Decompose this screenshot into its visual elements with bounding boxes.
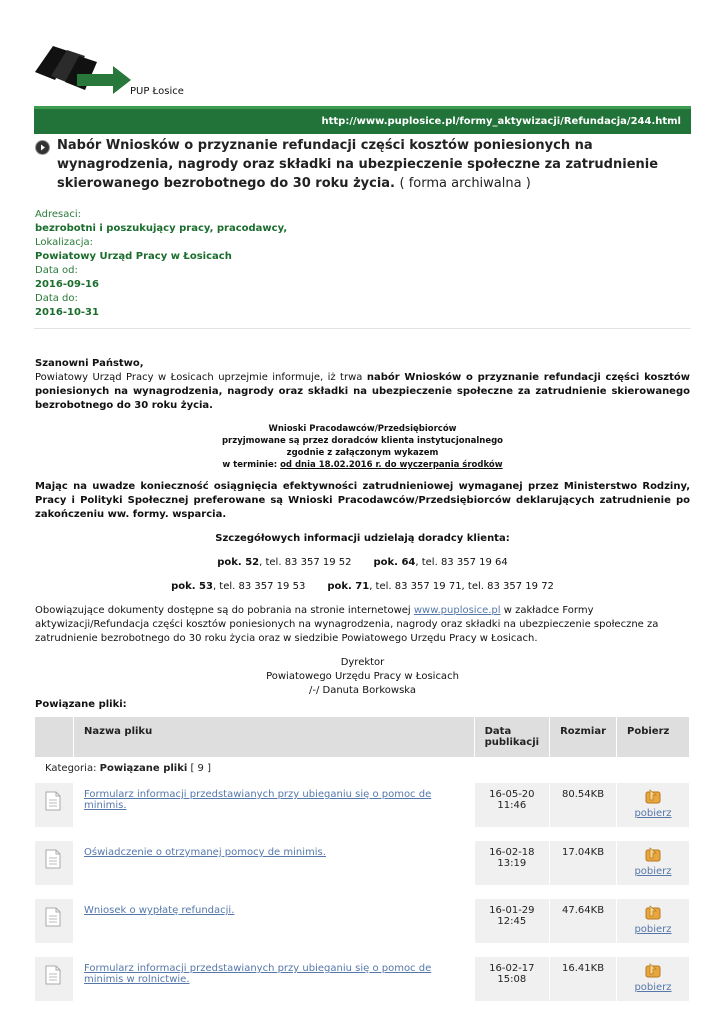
file-date-cell: [474, 841, 549, 885]
file-size: 17.04KB: [550, 841, 617, 885]
file-cell-icon: [35, 957, 74, 1001]
files-table-header: [35, 717, 690, 757]
signature-office: Powiatowego Urzędu Pracy w Łosicach: [266, 671, 459, 682]
file-name-cell: [74, 783, 475, 827]
intro-text: Powiatowy Urząd Pracy w Łosicach uprzejmie informuje, iż trwa: [35, 372, 367, 383]
category-cell: [35, 757, 690, 783]
header-date: Data publikacji: [474, 717, 549, 757]
data-od-value: 2016-09-16: [35, 279, 99, 290]
intro-paragraph: [35, 371, 690, 413]
lokalizacja-value: Powiatowy Urząd Pracy w Łosicach: [35, 251, 232, 262]
greeting: Szanowni Państwo,: [35, 358, 144, 369]
tel-71: , tel. 83 357 19 71, tel. 83 357 19 72: [369, 581, 554, 592]
pup-logo-icon: [33, 42, 133, 94]
download-link[interactable]: pobierz: [634, 924, 672, 935]
priority-paragraph: Mając na uwadze konieczność osiągnięcia efektywności zatrudnieniowej wymaganej przez Ministerstwo Rodziny, Pracy i Polityki Społecznej preferowane są Wnioski Pracodawców/Przedsiębiorców deklarujących zatrudnienie po zakończeniu ww. formy. wsparcia.: [35, 481, 690, 520]
document-icon: [45, 849, 61, 869]
file-download-cell: [617, 841, 690, 885]
room-53: pok. 53: [171, 581, 213, 592]
row-spacer-cell: [35, 885, 690, 899]
row-spacer-cell: [35, 943, 690, 957]
signature-name: /-/ Danuta Borkowska: [308, 685, 417, 696]
room-71: pok. 71: [327, 581, 370, 592]
related-files-heading: Powiązane pliki:: [35, 699, 127, 710]
download-icon[interactable]: [643, 905, 663, 921]
file-download-cell: [617, 899, 690, 943]
signature-title: Dyrektor: [340, 657, 385, 668]
notice-line-2: przyjmowane są przez doradców klienta instytucjonalnego: [221, 436, 504, 446]
url-bar: [34, 106, 691, 134]
table-row: [35, 841, 690, 885]
table-row: [35, 957, 690, 1001]
file-cell-icon: [35, 841, 74, 885]
file-size: 16.41KB: [550, 957, 617, 1001]
file-name-link[interactable]: Oświadczenie o otrzymanej pomocy de minimis.: [84, 847, 326, 858]
file-date: 16-02-18: [489, 847, 535, 858]
category-name: Powiązane pliki: [99, 763, 188, 774]
file-name-cell: [74, 957, 475, 1001]
file-name-cell: [74, 899, 475, 943]
document-icon: [45, 791, 61, 811]
category-count: [ 9 ]: [187, 763, 211, 774]
announcement-body: [35, 357, 690, 712]
notice-line-4: [35, 459, 690, 471]
file-name-cell: [74, 841, 475, 885]
download-icon[interactable]: [643, 963, 663, 979]
tel-64: , tel. 83 357 19 64: [415, 557, 508, 568]
file-date-cell: [474, 957, 549, 1001]
row-spacer-cell: [35, 827, 690, 841]
title-main: Nabór Wniosków o przyznanie refundacji części kosztów poniesionych na wynagrodzenia, nagrody oraz składki na ubezpieczenie społeczne za zatrudnienie skierowanego bezrobotnego do 30 roku życia.: [57, 138, 659, 191]
file-time: 11:46: [497, 800, 527, 811]
file-download-cell: [617, 957, 690, 1001]
tel-52: , tel. 83 357 19 52: [259, 557, 352, 568]
header-size: Rozmiar: [550, 717, 617, 757]
file-download-cell: [617, 783, 690, 827]
file-date-cell: [474, 783, 549, 827]
lokalizacja-label: Lokalizacja:: [35, 237, 93, 248]
document-icon: [45, 907, 61, 927]
row-spacer-cell: [35, 1001, 690, 1015]
header-download: Pobierz: [617, 717, 690, 757]
file-size: 47.64KB: [550, 899, 617, 943]
file-date-cell: [474, 899, 549, 943]
adresaci-label: Adresaci:: [35, 209, 82, 220]
file-date: 16-01-29: [489, 905, 535, 916]
category-label: Kategoria:: [45, 763, 100, 774]
table-row: [35, 899, 690, 943]
intro-bold-text: nabór Wniosków o przyznanie refundacji części kosztów poniesionych na wynagrodzenia, nagrody oraz składki na ubezpieczenie społeczne za zatrudnienie skierowanego bezrobotnego do 30 roku życia.: [35, 372, 691, 411]
info-line: Szczegółowych informacji udzielają doradcy klienta:: [215, 533, 510, 544]
file-date: 16-02-17: [489, 963, 535, 974]
file-name-link[interactable]: Wniosek o wypłatę refundacji.: [84, 905, 235, 916]
file-time: 15:08: [497, 974, 527, 985]
data-do-label: Data do:: [35, 293, 78, 304]
download-link[interactable]: pobierz: [634, 808, 672, 819]
category-row: [35, 757, 690, 783]
contacts-line-2: [35, 580, 690, 594]
file-time: 13:19: [497, 858, 527, 869]
file-time: 12:45: [497, 916, 527, 927]
file-cell-icon: [35, 783, 74, 827]
offer-meta: [35, 208, 287, 320]
data-do-value: 2016-10-31: [35, 307, 99, 318]
page-url[interactable]: http://www.puplosice.pl/formy_aktywizacji/Refundacja/244.html: [321, 116, 681, 127]
divider: [34, 328, 691, 329]
notice-line-3: zgodnie z załączonym wykazem: [286, 448, 439, 458]
room-52: pok. 52: [217, 557, 260, 568]
row-spacer: [35, 827, 690, 841]
header-name: Nazwa pliku: [74, 717, 475, 757]
table-row: [35, 783, 690, 827]
download-link[interactable]: pobierz: [634, 982, 672, 993]
title-archive-note: ( forma archiwalna ): [399, 176, 531, 191]
docs-text-b: w zakładce Formy aktywizacji/Refundacja części kosztów poniesionych na wynagrodzenia, nagrody oraz składki na ubezpieczenie społeczne za zatrudnienie bezrobotnego do 30 roku życia oraz w siedzibie Powiatowego Urzędu Pracy w Łosicach.: [35, 605, 659, 644]
room-64: pok. 64: [373, 557, 416, 568]
docs-text-a: Obowiązujące dokumenty dostępne są do pobrania na stronie internetowej: [35, 605, 414, 616]
download-icon[interactable]: [643, 789, 663, 805]
file-date: 16-05-20: [489, 789, 535, 800]
row-spacer: [35, 885, 690, 899]
file-name-link[interactable]: Formularz informacji przedstawianych przy ubieganiu się o pomoc de minimis w rolnictwie.: [84, 963, 432, 985]
bullet-arrow-icon: [35, 140, 50, 155]
adresaci-value: bezrobotni i poszukujący pracy, pracodawcy,: [35, 223, 288, 234]
documents-paragraph: [35, 604, 690, 646]
document-icon: [45, 965, 61, 985]
file-name-link[interactable]: Formularz informacji przedstawianych przy ubieganiu się o pomoc de minimis.: [84, 789, 432, 811]
logo-text: PUP Łosice: [130, 86, 184, 97]
files-table: [35, 717, 690, 1015]
tel-53: , tel. 83 357 19 53: [212, 581, 306, 592]
notice-line-1: Wnioski Pracodawców/Przedsiębiorców: [268, 424, 457, 434]
data-od-label: Data od:: [35, 265, 78, 276]
contacts-line-1: [35, 556, 690, 570]
row-spacer: [35, 1001, 690, 1015]
file-cell-icon: [35, 899, 74, 943]
row-spacer: [35, 943, 690, 957]
page-title: [57, 136, 687, 193]
file-size: 80.54KB: [550, 783, 617, 827]
header-icon-col: [35, 717, 74, 757]
notice-term-label: w terminie:: [222, 460, 281, 470]
website-link[interactable]: www.puplosice.pl: [413, 605, 501, 616]
download-link[interactable]: pobierz: [634, 866, 672, 877]
notice-term-dates: od dnia 18.02.2016 r. do wyczerpania środków: [280, 460, 503, 470]
download-icon[interactable]: [643, 847, 663, 863]
